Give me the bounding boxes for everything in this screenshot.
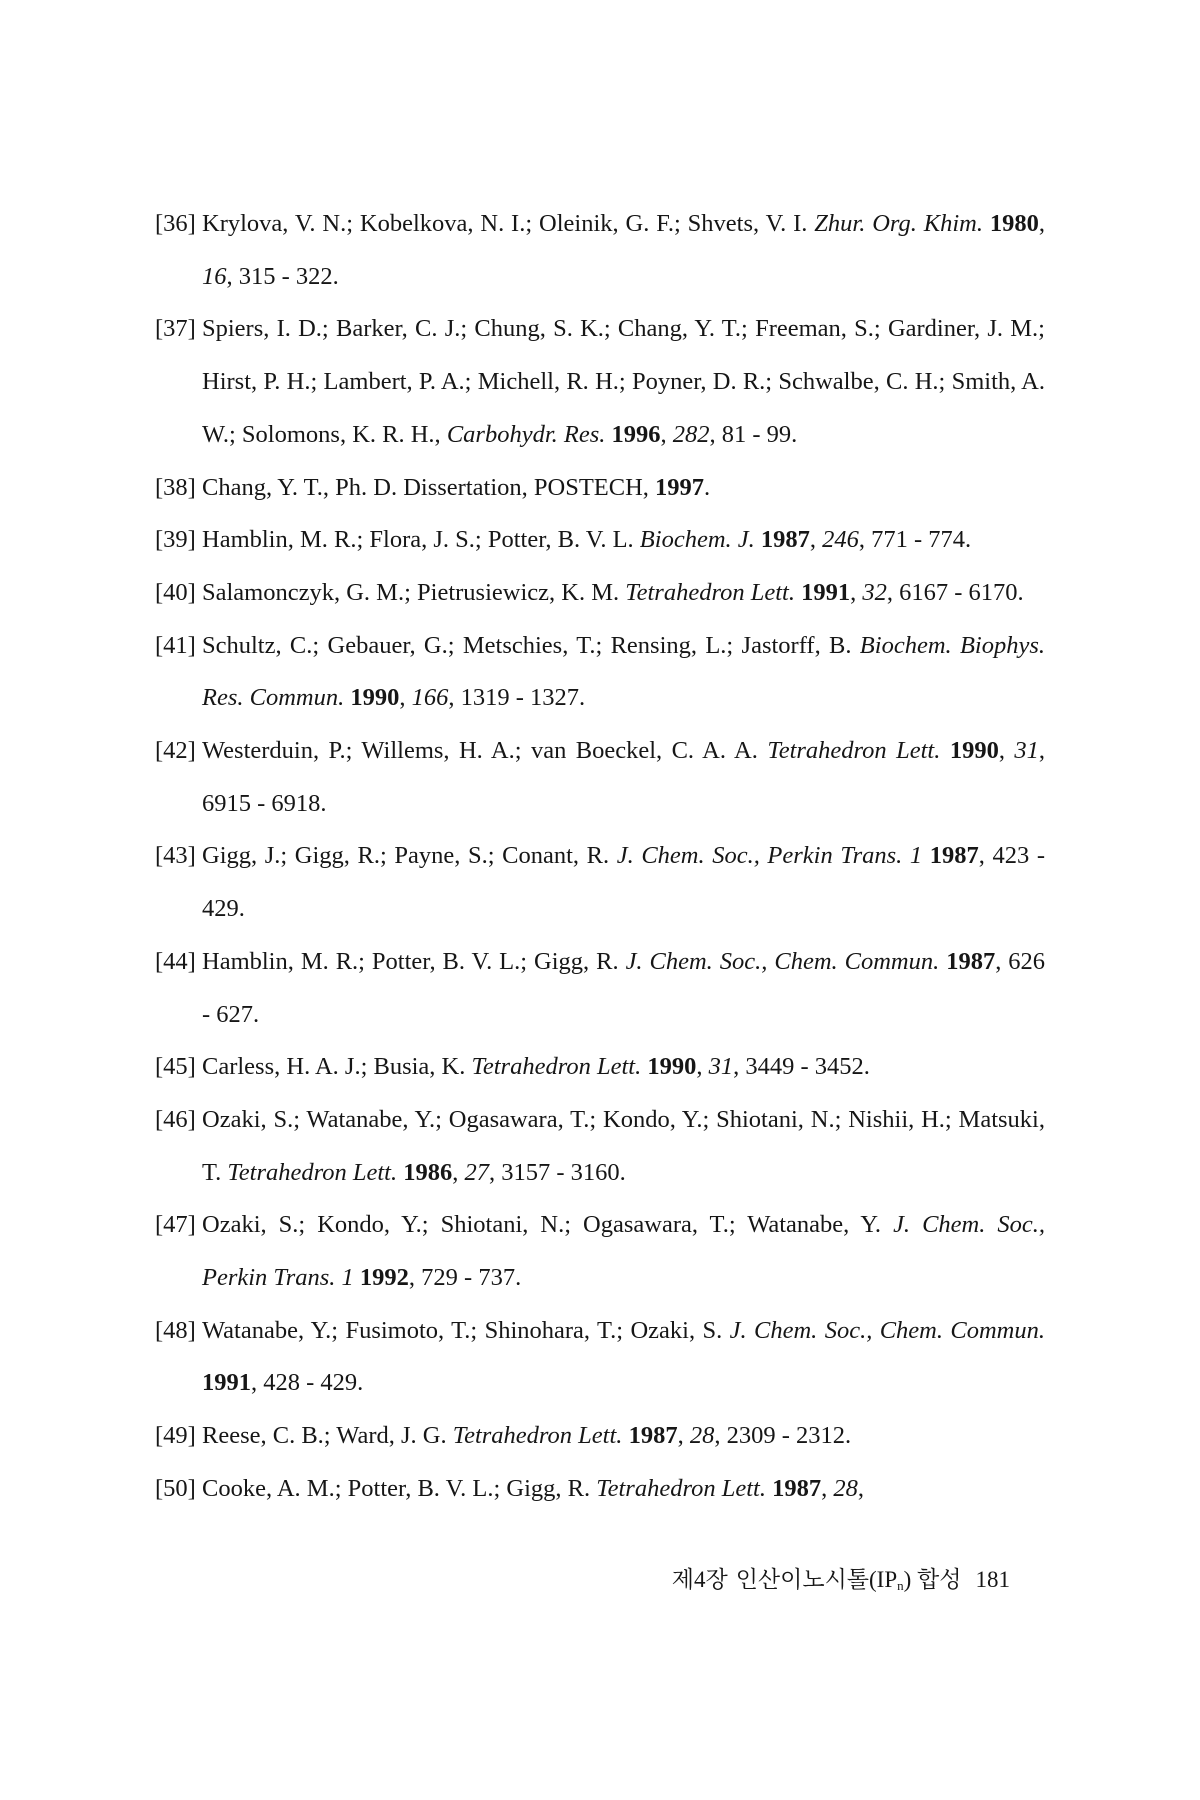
reference-number: [44]	[155, 947, 196, 975]
reference-item	[155, 1305, 1045, 1410]
reference-number: [36]	[155, 210, 196, 237]
reference-italic: Zhur. Org. Khim.	[814, 210, 983, 237]
reference-number: [47]	[155, 1211, 196, 1239]
reference-item	[155, 725, 1045, 830]
reference-text	[202, 725, 1045, 830]
reference-italic: Tetrahedron Lett.	[767, 737, 941, 765]
page-number: 181	[975, 1567, 1010, 1592]
reference-text	[202, 198, 1045, 303]
reference-segment: , 81 - 99.	[709, 420, 798, 448]
reference-year: 1990	[647, 1053, 697, 1081]
reference-year: 1991	[801, 578, 851, 606]
reference-italic: Tetrahedron Lett.	[471, 1053, 642, 1081]
reference-segment: Cooke, A. M.; Potter, B. V. L.; Gigg, R.	[202, 1474, 597, 1502]
reference-segment: , 6915 - 6918.	[202, 737, 1046, 817]
reference-segment: ,	[821, 1474, 834, 1502]
reference-item	[155, 514, 1045, 567]
reference-segment: , 3449 - 3452.	[733, 1053, 870, 1081]
reference-segment: , 2309 - 2312.	[714, 1422, 852, 1450]
reference-item	[155, 620, 1045, 725]
reference-segment: Chang, Y. T., Ph. D. Dissertation, POSTECH,	[202, 473, 656, 501]
reference-italic: J. Chem. Soc., Perkin Trans. 1	[202, 1211, 1045, 1292]
reference-segment: ,	[399, 684, 412, 712]
reference-segment: , 6167 - 6170.	[886, 578, 1024, 606]
reference-segment: Hamblin, M. R.; Potter, B. V. L.; Gigg, R.	[202, 947, 626, 975]
reference-segment: ,	[809, 526, 823, 554]
reference-number: [37]	[155, 315, 196, 343]
reference-text	[202, 567, 1045, 620]
reference-segment: .	[704, 473, 711, 501]
reference-italic: 246	[822, 526, 859, 554]
reference-text	[202, 830, 1045, 935]
reference-segment: Schultz, C.; Gebauer, G.; Metschies, T.; Rensing, L.; Jastorff, B.	[202, 631, 860, 659]
reference-item	[155, 830, 1045, 935]
reference-year: 1992	[359, 1264, 409, 1292]
reference-year: 1990	[350, 684, 400, 712]
reference-segment: , 1319 - 1327.	[448, 684, 586, 712]
reference-segment: ,	[998, 737, 1015, 765]
reference-italic: Biochem. J.	[639, 526, 755, 554]
reference-italic: Tetrahedron Lett.	[452, 1422, 623, 1450]
reference-text	[202, 462, 1045, 515]
reference-italic: 27	[464, 1158, 489, 1186]
reference-italic: 31	[708, 1053, 734, 1081]
reference-number: [38]	[155, 473, 196, 501]
reference-segment: , 3157 - 3160.	[489, 1158, 626, 1186]
reference-year: 1997	[655, 473, 705, 501]
chapter-title: 인산이노시톨$(IP_n)$ 합성	[735, 1567, 962, 1593]
reference-text	[202, 1041, 1045, 1094]
reference-segment	[983, 210, 990, 237]
reference-segment: ,	[660, 420, 673, 448]
reference-text	[202, 303, 1045, 461]
reference-text	[202, 1463, 1045, 1516]
reference-year: 1987	[772, 1474, 822, 1502]
reference-item	[155, 1199, 1045, 1304]
reference-segment	[940, 737, 949, 764]
reference-year: 1987	[760, 526, 810, 554]
reference-segment: ,	[696, 1053, 709, 1081]
reference-segment: Watanabe, Y.; Fusimoto, T.; Shinohara, T.; Ozaki, S.	[202, 1316, 730, 1344]
reference-text	[202, 1199, 1045, 1304]
reference-text	[202, 1094, 1045, 1199]
reference-number: [46]	[155, 1105, 196, 1133]
reference-italic: Carbohydr. Res.	[446, 420, 606, 448]
reference-item	[155, 567, 1045, 620]
reference-number: [39]	[155, 526, 196, 554]
reference-italic: J. Chem. Soc., Chem. Commun.	[729, 1316, 1045, 1344]
reference-number: [41]	[155, 631, 196, 659]
reference-segment: ,	[452, 1158, 465, 1186]
reference-year: 1987	[929, 842, 979, 870]
reference-italic: 28	[833, 1474, 858, 1502]
reference-italic: J. Chem. Soc., Perkin Trans. 1	[616, 842, 923, 870]
reference-item	[155, 936, 1045, 1041]
reference-segment: , 729 - 737.	[408, 1264, 522, 1292]
reference-segment: Krylova, V. N.; Kobelkova, N. I.; Oleinik, G. F.; Shvets, V. I.	[202, 210, 815, 237]
reference-segment: ,	[1038, 210, 1045, 237]
reference-italic: Tetrahedron Lett.	[625, 578, 795, 606]
chapter-label: 제4장	[671, 1567, 728, 1592]
reference-segment: , 428 - 429.	[251, 1369, 364, 1397]
reference-italic: 32	[862, 578, 887, 606]
reference-item	[155, 1041, 1045, 1094]
reference-number: [45]	[155, 1053, 196, 1081]
reference-segment: ,	[850, 578, 863, 606]
reference-list	[155, 198, 1045, 1516]
reference-italic: 16	[202, 262, 227, 290]
reference-number: [42]	[155, 737, 196, 765]
reference-segment: , 315 - 322.	[226, 262, 339, 290]
reference-item	[155, 462, 1045, 515]
reference-segment: ,	[677, 1422, 690, 1450]
reference-italic: Tetrahedron Lett.	[596, 1474, 766, 1502]
reference-item	[155, 1094, 1045, 1199]
reference-text	[202, 514, 1045, 567]
reference-item	[155, 1410, 1045, 1463]
page-footer	[600, 1561, 1010, 1594]
reference-italic: 282	[672, 420, 710, 448]
reference-item	[155, 1463, 1045, 1516]
reference-italic: 166	[411, 684, 449, 712]
reference-year: 1987	[628, 1422, 678, 1450]
reference-segment: Hamblin, M. R.; Flora, J. S.; Potter, B. V. L.	[202, 526, 640, 554]
reference-segment: , 626 - 627.	[202, 947, 1046, 1028]
reference-item	[155, 303, 1045, 461]
reference-number: [43]	[155, 842, 196, 870]
reference-text	[202, 1305, 1045, 1410]
reference-segment: Reese, C. B.; Ward, J. G.	[202, 1422, 453, 1450]
reference-year: 1987	[946, 947, 996, 975]
reference-year: 1990	[949, 737, 999, 765]
reference-segment: Carless, H. A. J.; Busia, K.	[202, 1053, 472, 1081]
reference-text	[202, 936, 1045, 1041]
reference-number: [49]	[155, 1422, 196, 1450]
reference-year: 1986	[403, 1158, 453, 1186]
reference-italic: 31	[1014, 737, 1039, 765]
reference-segment: Westerduin, P.; Willems, H. A.; van Boeckel, C. A. A.	[202, 737, 768, 765]
reference-segment	[922, 842, 930, 869]
reference-text	[202, 620, 1045, 725]
reference-number: [40]	[155, 578, 196, 606]
reference-year: 1980	[989, 210, 1039, 237]
reference-year: 1996	[611, 420, 661, 448]
reference-year: 1991	[202, 1369, 251, 1397]
reference-segment: Ozaki, S.; Watanabe, Y.; Ogasawara, T.; Kondo, Y.; Shiotani, N.; Nishii, H.; Matsuki, T.	[202, 1105, 1045, 1186]
reference-segment: , 423 - 429.	[202, 842, 1045, 923]
reference-number: [50]	[155, 1474, 196, 1502]
reference-item	[155, 198, 1045, 303]
reference-segment: Ozaki, S.; Kondo, Y.; Shiotani, N.; Ogasawara, T.; Watanabe, Y.	[202, 1211, 894, 1239]
chapter-title-subscript: n	[897, 1578, 904, 1593]
reference-segment: , 771 - 774.	[858, 526, 972, 554]
reference-number: [48]	[155, 1316, 196, 1344]
reference-italic: J. Chem. Soc., Chem. Commun.	[625, 947, 940, 975]
reference-segment: Spiers, I. D.; Barker, C. J.; Chung, S. K.; Chang, Y. T.; Freeman, S.; Gardiner, J. M.; Hirst, P. H.; Lambert, P. A.; Michell, R. H.; Poyner, D. R.; Schwalbe, C. H.; Smith, A. W.; Solomons, K. R. H.,	[202, 315, 1045, 448]
reference-segment: ,	[857, 1474, 864, 1502]
reference-italic: Biochem. Biophys. Res. Commun.	[202, 631, 1046, 712]
reference-italic: 28	[689, 1422, 715, 1450]
reference-segment: Salamonczyk, G. M.; Pietrusiewicz, K. M.	[202, 578, 626, 606]
reference-text	[202, 1410, 1045, 1463]
reference-italic: Tetrahedron Lett.	[227, 1158, 398, 1186]
reference-segment: Gigg, J.; Gigg, R.; Payne, S.; Conant, R.	[202, 842, 617, 870]
